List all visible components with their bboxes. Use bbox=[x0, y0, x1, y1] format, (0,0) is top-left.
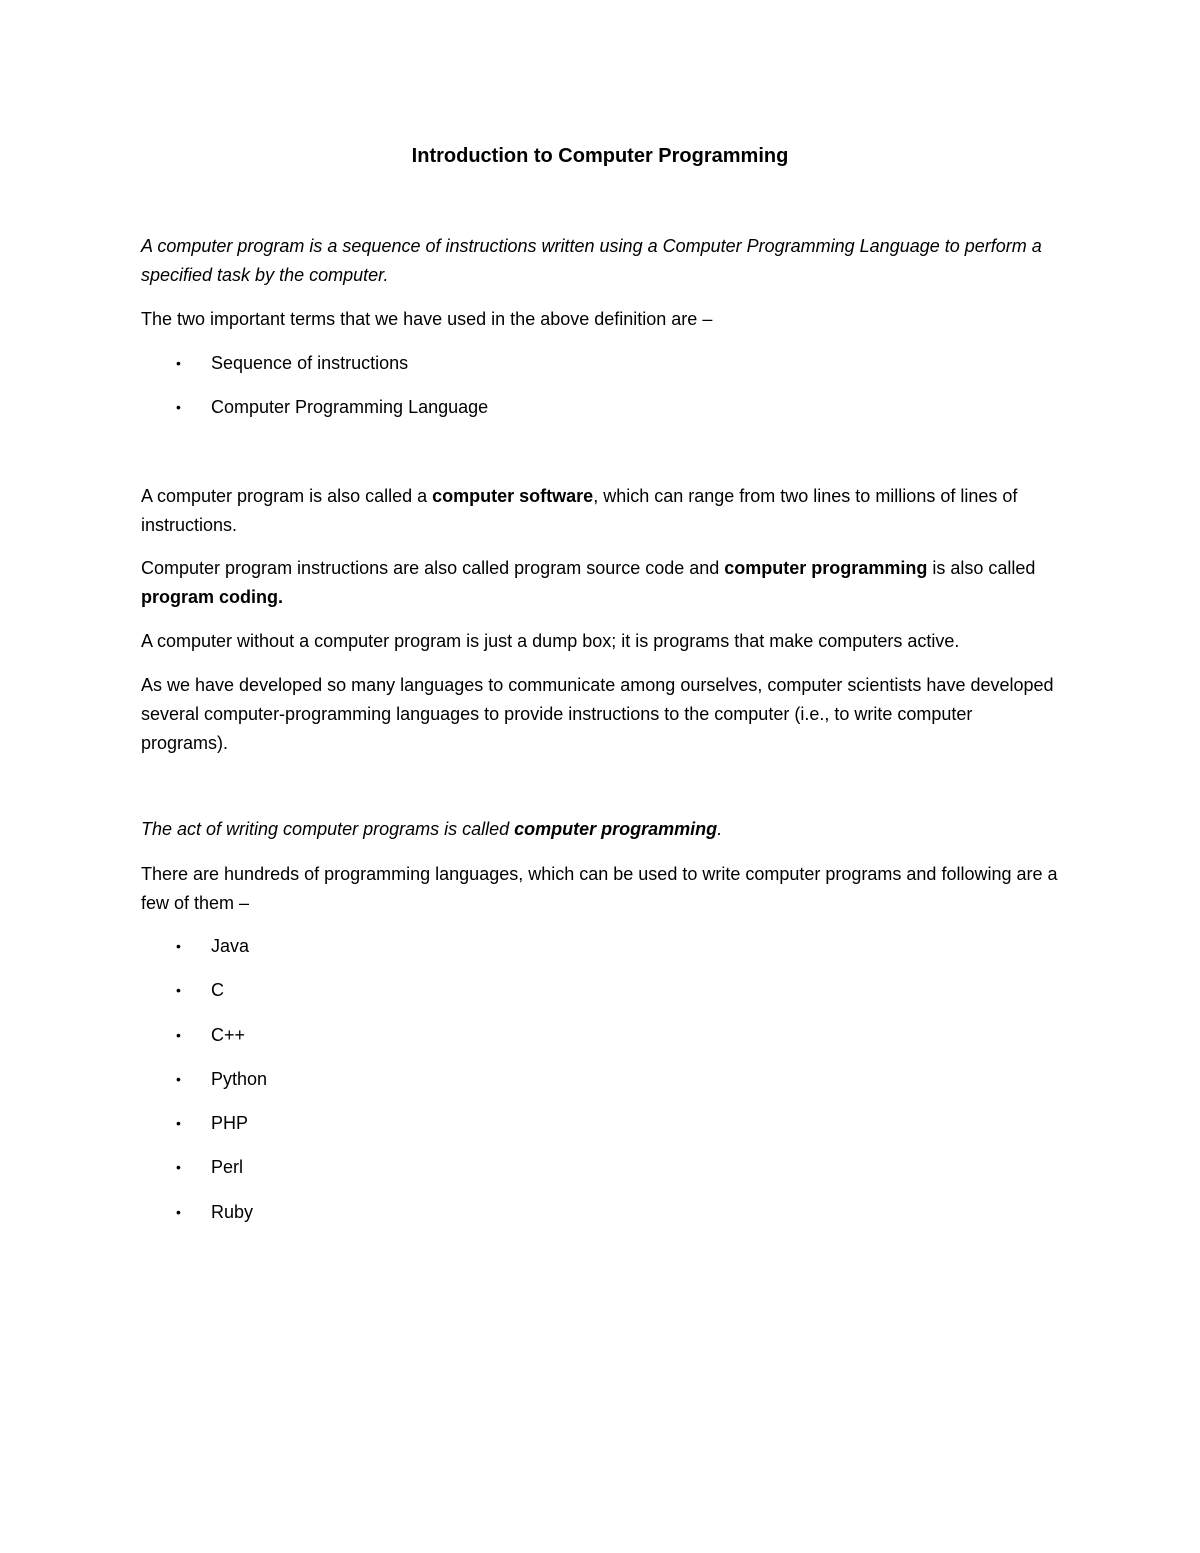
act-text-end: . bbox=[717, 819, 723, 839]
bullet-icon: • bbox=[176, 938, 181, 954]
list-item-text: Ruby bbox=[211, 1202, 254, 1222]
page-title: Introduction to Computer Programming bbox=[411, 145, 789, 167]
list-item bbox=[176, 1021, 245, 1050]
software-text-end: , which can range from two lines to millions of lines of instructions. bbox=[141, 486, 1018, 535]
bullet-icon: • bbox=[176, 355, 181, 371]
software-text: A computer program is also called a bbox=[141, 486, 433, 506]
dump-box-paragraph: A computer without a computer program is just a dump box; it is programs that make computers active. bbox=[141, 631, 960, 651]
source-code-paragraph bbox=[141, 554, 1061, 612]
list-item bbox=[176, 349, 408, 378]
software-paragraph bbox=[141, 482, 1061, 540]
list-item-text: Perl bbox=[211, 1157, 244, 1177]
hundreds-paragraph: There are hundreds of programming languages, which can be used to write computer programs and following are a few of them – bbox=[141, 864, 1058, 913]
source-code-middle: is also called bbox=[927, 558, 1036, 578]
list-item bbox=[176, 1109, 248, 1138]
act-paragraph bbox=[141, 815, 1061, 844]
list-item-text: C bbox=[211, 980, 224, 1000]
source-code-bold-2: program coding. bbox=[141, 587, 284, 607]
list-item bbox=[176, 1153, 243, 1182]
list-item-text: Computer Programming Language bbox=[211, 397, 489, 417]
bullet-icon: • bbox=[176, 1115, 181, 1131]
terms-intro-paragraph: The two important terms that we have used in the above definition are – bbox=[141, 309, 713, 329]
bullet-icon: • bbox=[176, 1159, 181, 1175]
list-item bbox=[176, 1065, 267, 1094]
list-item bbox=[176, 1198, 253, 1227]
list-item-text: Python bbox=[211, 1069, 268, 1089]
definition-paragraph: A computer program is a sequence of instructions written using a Computer Programming Language to perform a specified task by the computer. bbox=[141, 236, 1042, 285]
software-bold: computer software bbox=[432, 486, 594, 506]
list-item-text: PHP bbox=[211, 1113, 249, 1133]
list-item bbox=[176, 932, 249, 961]
source-code-text: Computer program instructions are also called program source code and bbox=[141, 558, 725, 578]
bullet-icon: • bbox=[176, 1204, 181, 1220]
languages-paragraph: As we have developed so many languages to communicate among ourselves, computer scientists have developed several computer-programming languages to provide instructions to the computer (i.e., to write computer programs). bbox=[141, 675, 1054, 753]
list-item bbox=[176, 976, 224, 1005]
act-bold: computer programming bbox=[514, 819, 718, 839]
list-item bbox=[176, 393, 488, 422]
bullet-icon: • bbox=[176, 1027, 181, 1043]
list-item-text: Java bbox=[211, 936, 250, 956]
bullet-icon: • bbox=[176, 399, 181, 415]
bullet-icon: • bbox=[176, 982, 181, 998]
bullet-icon: • bbox=[176, 1071, 181, 1087]
list-item-text: Sequence of instructions bbox=[211, 353, 409, 373]
act-text: The act of writing computer programs is called bbox=[141, 819, 515, 839]
source-code-bold-1: computer programming bbox=[724, 558, 928, 578]
list-item-text: C++ bbox=[211, 1025, 246, 1045]
